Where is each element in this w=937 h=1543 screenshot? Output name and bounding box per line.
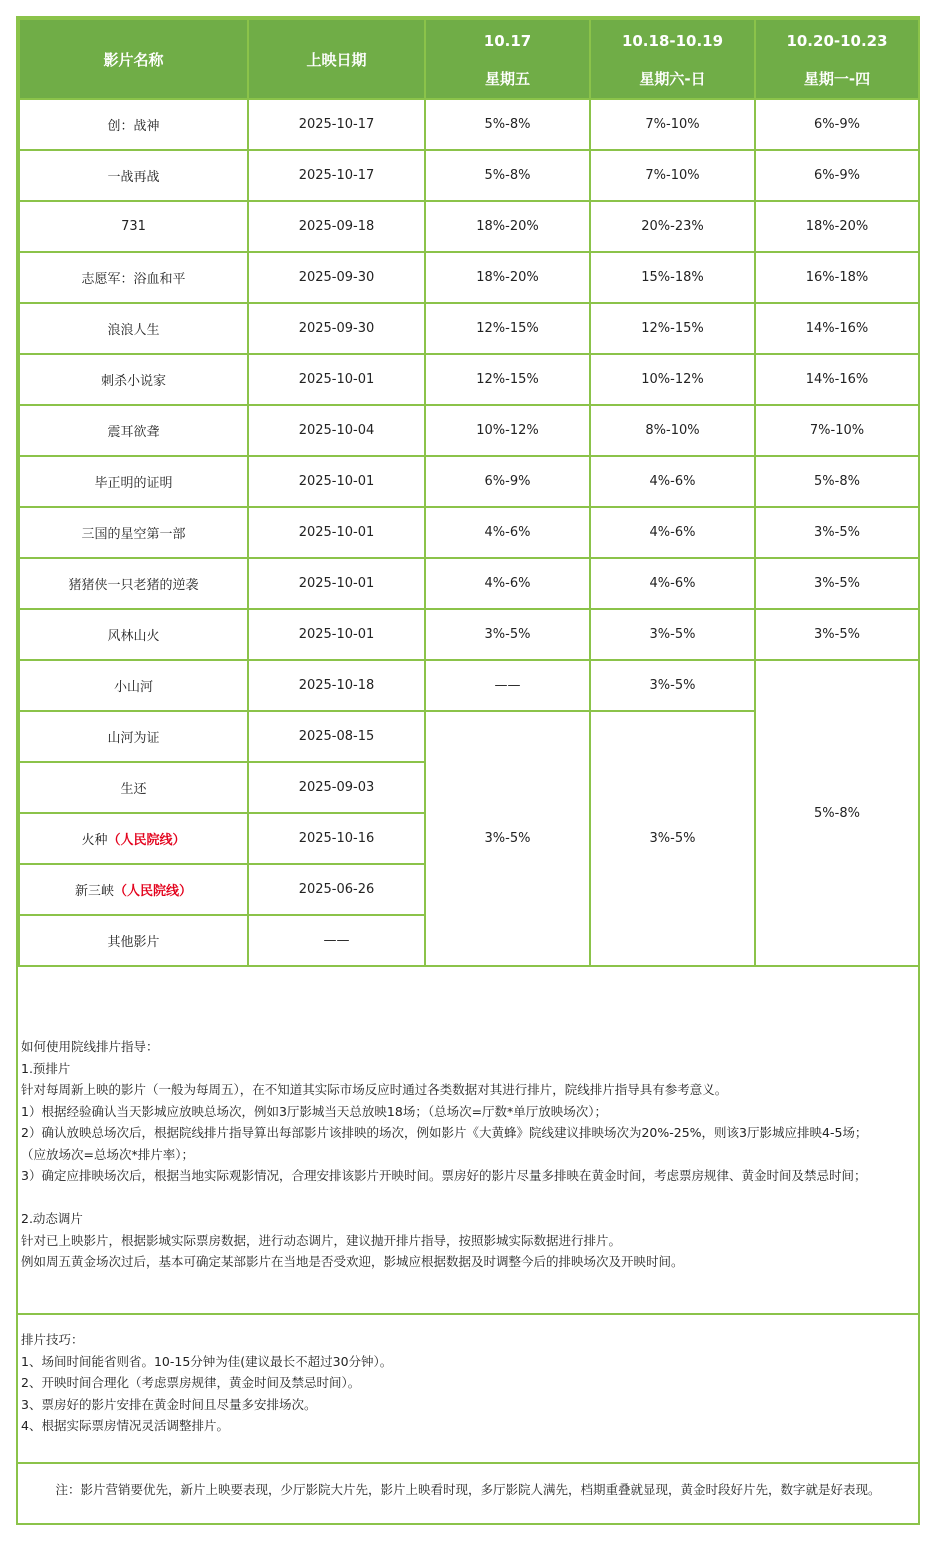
header-col3-day: 星期一-四 — [803, 69, 871, 88]
film-name: 一战再战 — [19, 150, 248, 201]
note-line: 2）确认放映总场次后，根据院线排片指导算出每部影片该排映的场次，例如影片《大黄蜂》院线建议排映场次为20%-25%，则该3厅影城应排映4-5场； — [21, 1125, 868, 1140]
note-line: 3）确定应排映场次后，根据当地实际观影情况，合理安排该影片开映时间。票房好的影片尽量多排映在黄金时间，考虑票房规律、黄金时间及禁忌时间； — [21, 1168, 867, 1183]
share-weekday: 6%-9% — [755, 99, 919, 150]
share-fri: 10%-12% — [425, 405, 590, 456]
share-weekday-merged: 5%-8% — [755, 660, 919, 966]
film-name: 生还 — [19, 762, 248, 813]
header-release-date: 上映日期 — [248, 19, 425, 99]
table-row — [19, 99, 919, 150]
table-row — [19, 150, 919, 201]
share-fri: 12%-15% — [425, 354, 590, 405]
film-name: 风林山火 — [19, 609, 248, 660]
note-line: 2.动态调片 — [21, 1211, 83, 1226]
header-col2 — [590, 19, 755, 99]
share-fri: 5%-8% — [425, 99, 590, 150]
cinema-line-tag: （人民院线） — [107, 833, 186, 848]
share-weekday: 6%-9% — [755, 150, 919, 201]
release-date: 2025-06-26 — [248, 864, 425, 915]
film-name: 浪浪人生 — [19, 303, 248, 354]
film-name — [19, 864, 248, 915]
note-line: 4、根据实际票房情况灵活调整排片。 — [21, 1418, 229, 1433]
note-line: （应放场次=总场次*排片率）； — [21, 1146, 194, 1162]
release-date: 2025-10-17 — [248, 150, 425, 201]
section-divider — [18, 1313, 918, 1315]
share-fri: 18%-20% — [425, 252, 590, 303]
release-date: 2025-10-01 — [248, 456, 425, 507]
film-name — [19, 813, 248, 864]
release-date: 2025-10-18 — [248, 660, 425, 711]
film-name: 震耳欲聋 — [19, 405, 248, 456]
table-row — [19, 558, 919, 609]
share-weekend: 3%-5% — [590, 609, 755, 660]
release-date: 2025-09-30 — [248, 303, 425, 354]
film-name: 猪猪侠一只老猪的逆袭 — [19, 558, 248, 609]
note-line: 例如周五黄金场次过后，基本可确定某部影片在当地是否受欢迎，影城应根据数据及时调整今后的排映场次及开映时间。 — [21, 1254, 684, 1269]
share-fri: 3%-5% — [425, 609, 590, 660]
release-date: 2025-10-01 — [248, 558, 425, 609]
share-weekday: 18%-20% — [755, 201, 919, 252]
table-row — [19, 405, 919, 456]
share-weekend: 8%-10% — [590, 405, 755, 456]
release-date: 2025-10-01 — [248, 354, 425, 405]
table-row — [19, 456, 919, 507]
schedule-table — [18, 18, 920, 967]
release-date: 2025-10-01 — [248, 507, 425, 558]
share-weekend: 15%-18% — [590, 252, 755, 303]
table-row — [19, 660, 919, 711]
table-row — [19, 507, 919, 558]
table-header-row — [19, 19, 919, 99]
share-fri: 6%-9% — [425, 456, 590, 507]
footer-note: 注：影片营销要优先，新片上映要表现，少厅影院大片先，影片上映看时现，多厅影院人满先，档期重叠就显现，黄金时段好片先，数字就是好表现。 — [55, 1482, 881, 1497]
release-date: 2025-10-16 — [248, 813, 425, 864]
note-line: 1.预排片 — [21, 1060, 71, 1076]
release-date: 2025-08-15 — [248, 711, 425, 762]
film-name: 创：战神 — [19, 99, 248, 150]
release-date: 2025-10-17 — [248, 99, 425, 150]
share-weekend: 20%-23% — [590, 201, 755, 252]
film-name: 志愿军：浴血和平 — [19, 252, 248, 303]
scheduling-tips-notes — [18, 1329, 918, 1437]
share-fri-merged: 3%-5% — [425, 711, 590, 966]
note-line: 如何使用院线排片指导： — [21, 1039, 159, 1054]
share-fri: 5%-8% — [425, 150, 590, 201]
usage-guide-notes — [18, 1036, 918, 1273]
release-date: 2025-09-30 — [248, 252, 425, 303]
share-fri: —— — [425, 660, 590, 711]
header-col2-day: 星期六-日 — [639, 69, 706, 88]
header-col3-date: 10.20-10.23 — [786, 31, 888, 50]
share-weekend: 3%-5% — [590, 660, 755, 711]
share-weekend: 4%-6% — [590, 558, 755, 609]
release-date: —— — [248, 915, 425, 966]
table-row — [19, 354, 919, 405]
share-weekend: 7%-10% — [590, 99, 755, 150]
note-line: 1）根据经验确认当天影城应放映总场次，例如3厅影城当天总放映18场；（总场次=厅数*单厅放映场次）； — [21, 1103, 608, 1119]
header-col1-date: 10.17 — [483, 31, 532, 50]
note-line: 针对已上映影片，根据影城实际票房数据，进行动态调片，建议抛开排片指导，按照影城实际数据进行排片。 — [21, 1232, 622, 1248]
film-name: 731 — [19, 201, 248, 252]
film-name: 刺杀小说家 — [19, 354, 248, 405]
release-date: 2025-10-04 — [248, 405, 425, 456]
cinema-line-tag: （人民院线） — [114, 884, 193, 899]
header-col3 — [755, 19, 919, 99]
note-line: 1、场间时间能省则省。10-15分钟为佳(建议最长不超过30分钟）。 — [21, 1353, 393, 1369]
share-fri: 4%-6% — [425, 558, 590, 609]
share-weekday: 3%-5% — [755, 507, 919, 558]
film-name: 小山河 — [19, 660, 248, 711]
share-weekday: 7%-10% — [755, 405, 919, 456]
share-weekday: 14%-16% — [755, 303, 919, 354]
film-name: 毕正明的证明 — [19, 456, 248, 507]
header-col2-date: 10.18-10.19 — [621, 31, 724, 50]
share-fri: 4%-6% — [425, 507, 590, 558]
note-line: 2、开映时间合理化（考虑票房规律，黄金时间及禁忌时间）。 — [21, 1375, 361, 1390]
share-weekend: 10%-12% — [590, 354, 755, 405]
film-name: 山河为证 — [19, 711, 248, 762]
table-row — [19, 303, 919, 354]
share-fri: 12%-15% — [425, 303, 590, 354]
note-line — [21, 1187, 918, 1209]
share-weekend-merged: 3%-5% — [590, 711, 755, 966]
share-weekday: 16%-18% — [755, 252, 919, 303]
note-line: 排片技巧： — [21, 1332, 84, 1347]
film-name-text: 火种 — [81, 833, 108, 848]
header-col1-day: 星期五 — [484, 69, 530, 88]
table-row — [19, 252, 919, 303]
schedule-sheet — [16, 16, 920, 1525]
note-line: 针对每周新上映的影片（一般为每周五），在不知道其实际市场反应时通过各类数据对其进行排片，院线排片指导具有参考意义。 — [21, 1082, 728, 1097]
share-weekday: 3%-5% — [755, 558, 919, 609]
film-name: 三国的星空第一部 — [19, 507, 248, 558]
share-weekday: 5%-8% — [755, 456, 919, 507]
share-fri: 18%-20% — [425, 201, 590, 252]
film-name-text: 新三峡 — [74, 884, 114, 899]
release-date: 2025-10-01 — [248, 609, 425, 660]
section-divider — [18, 1462, 918, 1464]
share-weekend: 12%-15% — [590, 303, 755, 354]
table-row — [19, 609, 919, 660]
header-col1 — [425, 19, 590, 99]
film-name: 其他影片 — [19, 915, 248, 966]
release-date: 2025-09-03 — [248, 762, 425, 813]
release-date: 2025-09-18 — [248, 201, 425, 252]
share-weekday: 14%-16% — [755, 354, 919, 405]
share-weekend: 7%-10% — [590, 150, 755, 201]
share-weekend: 4%-6% — [590, 456, 755, 507]
note-line: 3、票房好的影片安排在黄金时间且尽量多安排场次。 — [21, 1396, 317, 1412]
share-weekday: 3%-5% — [755, 609, 919, 660]
share-weekend: 4%-6% — [590, 507, 755, 558]
table-row — [19, 201, 919, 252]
header-film-name: 影片名称 — [19, 19, 248, 99]
